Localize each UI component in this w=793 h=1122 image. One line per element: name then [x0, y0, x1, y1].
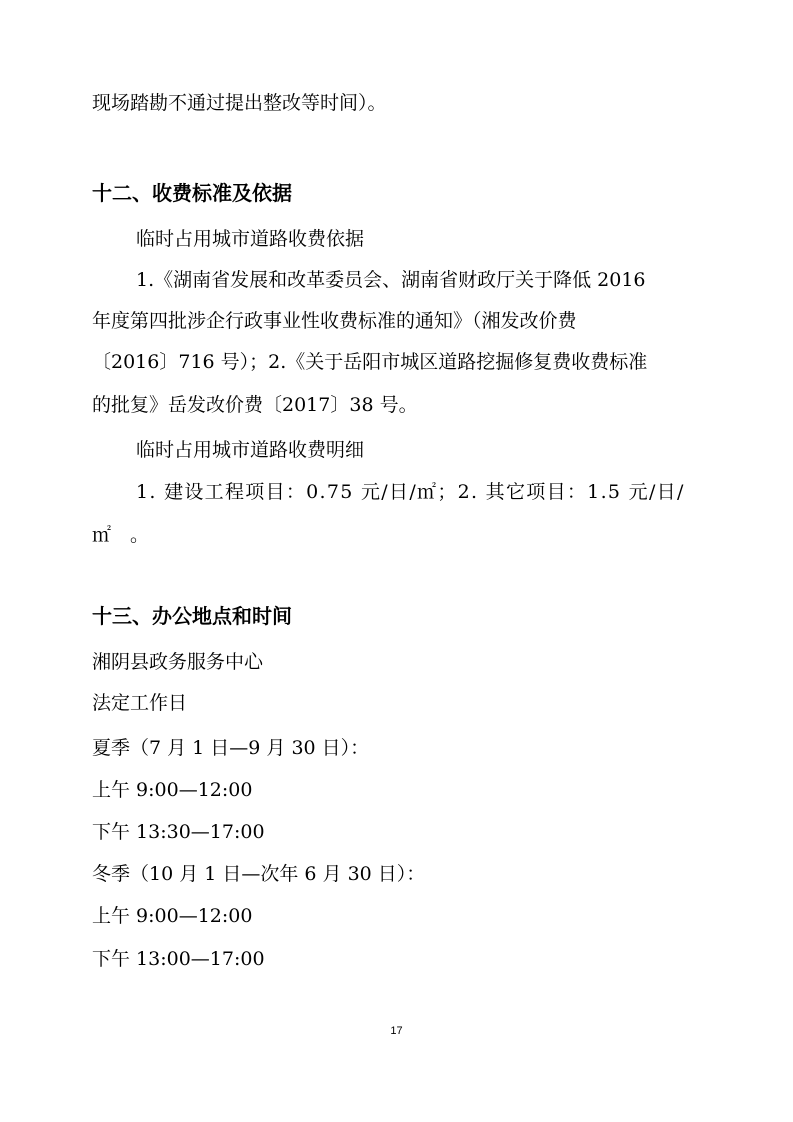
- winter-afternoon-hours: 下午 13:00—17:00: [92, 948, 265, 970]
- working-days-label: 法定工作日: [92, 692, 188, 714]
- subheading-fee-details: 临时占用城市道路收费明细: [136, 439, 365, 461]
- winter-morning-hours: 上午 9:00—12:00: [92, 905, 253, 927]
- page-number: 17: [390, 1025, 403, 1037]
- summer-afternoon-hours: 下午 13:30—17:00: [92, 821, 265, 843]
- winter-period: 冬季（10 月 1 日—次年 6 月 30 日）：: [92, 863, 426, 885]
- fee-basis-text-line: 〔2016〕716 号）；2.《关于岳阳市城区道路挖掘修复费收费标准: [92, 351, 648, 373]
- fee-basis-text-line: 年度第四批涉企行政事业性收费标准的通知》（湘发改价费: [92, 310, 577, 332]
- fee-details-text-line: 1. 建设工程项目：0.75 元/日/㎡；2. 其它项目：1.5 元/日/: [136, 481, 685, 503]
- fee-details-text-line: ㎡ 。: [92, 524, 150, 546]
- fee-basis-text-line: 的批复》岳发改价费〔2017〕38 号。: [92, 394, 418, 416]
- fee-basis-text-line: 1.《湖南省发展和改革委员会、湖南省财政厅关于降低 2016: [136, 269, 646, 291]
- subheading-fee-basis: 临时占用城市道路收费依据: [136, 228, 365, 250]
- summer-morning-hours: 上午 9:00—12:00: [92, 779, 253, 801]
- section-heading-office-location-hours: 十三、办公地点和时间: [92, 604, 292, 628]
- section-heading-fee-standard: 十二、收费标准及依据: [92, 181, 292, 205]
- paragraph-continuation: 现场踏勘不通过提出整改等时间）。: [92, 92, 387, 114]
- office-location: 湘阴县政务服务中心: [92, 651, 264, 673]
- summer-period: 夏季（7 月 1 日—9 月 30 日）：: [92, 737, 370, 759]
